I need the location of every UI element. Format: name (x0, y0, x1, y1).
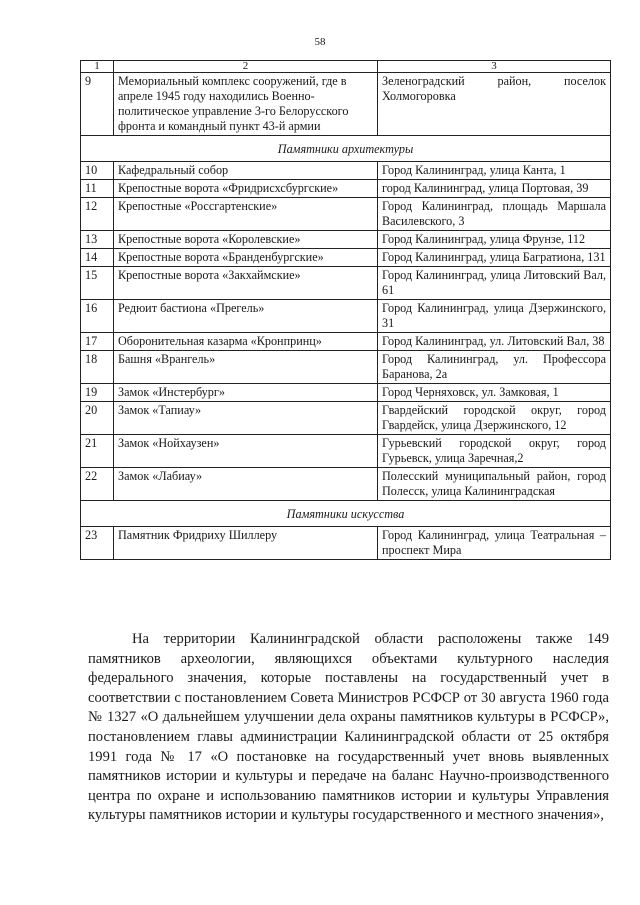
table-row (81, 384, 611, 402)
table-row (81, 249, 611, 267)
row-number: 15 (81, 267, 114, 300)
monument-name: Замок «Тапиау» (114, 402, 378, 435)
table-row (81, 198, 611, 231)
table-row (81, 180, 611, 198)
header-cell-num: 1 (81, 61, 114, 73)
table-row (81, 402, 611, 435)
row-number: 21 (81, 435, 114, 468)
section-heading: Памятники искусства (81, 501, 611, 527)
monument-address: Гвардейский городской округ, город Гвардейск, улица Дзержинского, 12 (378, 402, 611, 435)
monument-address: Город Калининград, улица Театральная – проспект Мира (378, 527, 611, 560)
monument-address: Город Калининград, ул. Профессора Баранова, 2а (378, 351, 611, 384)
table-row (81, 527, 611, 560)
row-number: 22 (81, 468, 114, 501)
monument-address: Город Калининград, улица Канта, 1 (378, 162, 611, 180)
row-number: 10 (81, 162, 114, 180)
section-heading-row (81, 136, 611, 162)
table-row (81, 468, 611, 501)
monument-address: Город Калининград, ул. Литовский Вал, 38 (378, 333, 611, 351)
header-cell-address: 3 (378, 61, 611, 73)
table-row (81, 333, 611, 351)
monument-name: Мемориальный комплекс сооружений, где в апреле 1945 году находились Военно-политическое управление 3-го Белорусского фронта и командный пункт 43-й армии (114, 73, 378, 136)
monument-address: город Калининград, улица Портовая, 39 (378, 180, 611, 198)
section-heading-row (81, 501, 611, 527)
section-heading: Памятники архитектуры (81, 136, 611, 162)
row-number: 14 (81, 249, 114, 267)
monument-address: Город Калининград, улица Дзержинского, 31 (378, 300, 611, 333)
monument-address: Город Калининград, площадь Маршала Василевского, 3 (378, 198, 611, 231)
monument-address: Гурьевский городской округ, город Гурьевск, улица Заречная,2 (378, 435, 611, 468)
table-row (81, 162, 611, 180)
monument-address: Город Калининград, улица Литовский Вал, 61 (378, 267, 611, 300)
monument-name: Крепостные ворота «Бранденбургские» (114, 249, 378, 267)
page-number: 58 (314, 36, 326, 48)
row-number: 13 (81, 231, 114, 249)
header-cell-name: 2 (114, 61, 378, 73)
table-header-row (81, 61, 611, 73)
monument-name: Редюит бастиона «Прегель» (114, 300, 378, 333)
row-number: 12 (81, 198, 114, 231)
row-number: 18 (81, 351, 114, 384)
monument-name: Замок «Лабиау» (114, 468, 378, 501)
monument-address: Зеленоградский район, поселок Холмогоровка (378, 73, 611, 136)
row-number: 23 (81, 527, 114, 560)
monument-name: Крепостные ворота «Королевские» (114, 231, 378, 249)
row-number: 16 (81, 300, 114, 333)
table-row (81, 231, 611, 249)
monument-name: Замок «Инстербург» (114, 384, 378, 402)
row-number: 11 (81, 180, 114, 198)
row-number: 9 (81, 73, 114, 136)
row-number: 17 (81, 333, 114, 351)
monument-name: Оборонительная казарма «Кронпринц» (114, 333, 378, 351)
monuments-table (80, 60, 611, 560)
monument-name: Замок «Нойхаузен» (114, 435, 378, 468)
row-number: 20 (81, 402, 114, 435)
monument-name: Кафедральный собор (114, 162, 378, 180)
monument-address: Полесский муниципальный район, город Полесск, улица Калининградская (378, 468, 611, 501)
table-row (81, 300, 611, 333)
monument-name: Крепостные «Россгартенские» (114, 198, 378, 231)
table-row (81, 351, 611, 384)
body-paragraph: На территории Калининградской области расположены также 149 памятников археологии, являющихся объектами культурного наследия федерального значения, которые поставлены на государственный учет в соответствии с постановлением Совета Министров РСФСР от 30 августа 1960 года № 1327 «О дальнейшем улучшении дела охраны памятников культуры в РСФСР», постановлением главы администрации Калининградской области от 25 октября 1991 года № 17 «О постановке на государственный учет вновь выявленных памятников истории и культуры и передаче на баланс Научно-производственного центра по охране и использованию памятников истории и культуры Управления культуры памятников истории и культуры государственного и местного значения», (88, 631, 609, 824)
monument-name: Крепостные ворота «Фридрисхсбургские» (114, 180, 378, 198)
row-number: 19 (81, 384, 114, 402)
monument-name: Крепостные ворота «Закхаймские» (114, 267, 378, 300)
monument-address: Город Черняховск, ул. Замковая, 1 (378, 384, 611, 402)
table-row (81, 435, 611, 468)
table-row (81, 73, 611, 136)
monuments-table-body (81, 61, 611, 560)
monument-name: Башня «Врангель» (114, 351, 378, 384)
monument-address: Город Калининград, улица Багратиона, 131 (378, 249, 611, 267)
table-row (81, 267, 611, 300)
monument-address: Город Калининград, улица Фрунзе, 112 (378, 231, 611, 249)
monument-name: Памятник Фридриху Шиллеру (114, 527, 378, 560)
